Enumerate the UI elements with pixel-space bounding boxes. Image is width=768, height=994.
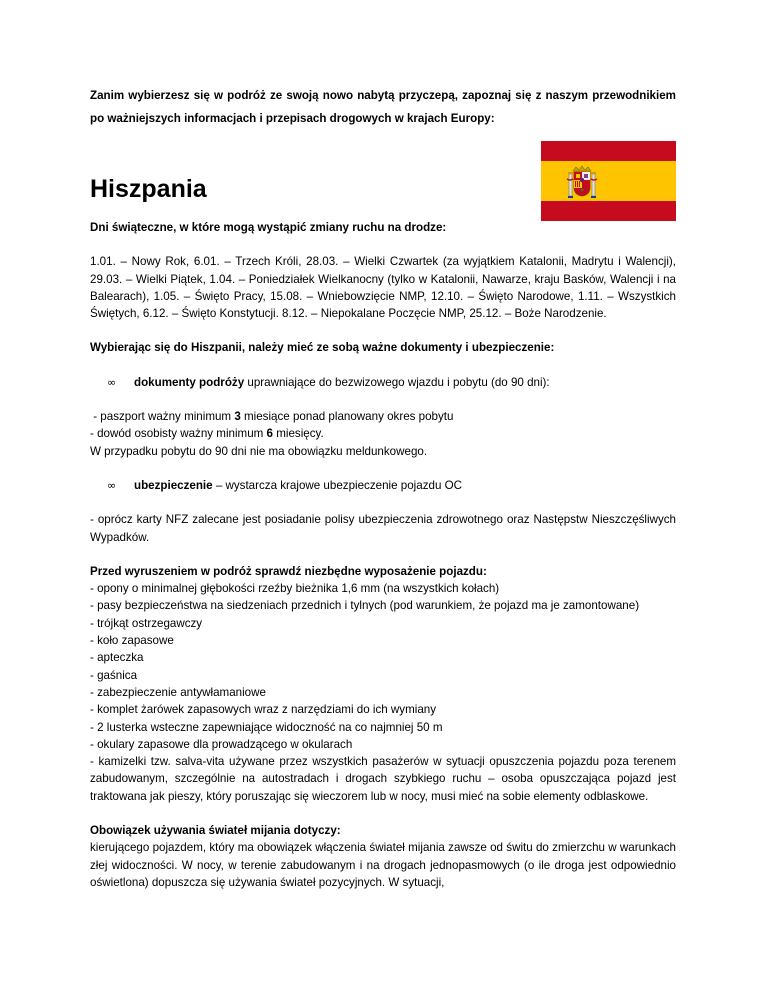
- travel-docs-bullet: [90, 374, 676, 391]
- equipment-item: - pasy bezpieczeństwa na siedzeniach przednich i tylnych (pod warunkiem, że pojazd ma je zamontowane): [90, 599, 640, 613]
- equipment-item: - koło zapasowe: [90, 634, 174, 648]
- id-card-line: [90, 425, 676, 442]
- equipment-item: - okulary zapasowe dla prowadzącego w okularach: [90, 737, 353, 751]
- holidays-heading: Dni świąteczne, w które mogą wystąpić zmiany ruchu na drodze:: [90, 221, 447, 234]
- equipment-item: - opony o minimalnej głębokości rzeźby bieżnika 1,6 mm (na wszystkich kołach): [90, 582, 500, 596]
- passport-pre: - paszport ważny minimum: [90, 410, 235, 424]
- lights-heading: Obowiązek używania świateł mijania dotyczy:: [90, 824, 341, 838]
- spain-flag: [541, 141, 676, 221]
- documents-heading: Wybierając się do Hiszpanii, należy mieć ze sobą ważne dokumenty i ubezpieczenie:: [90, 341, 555, 355]
- equipment-item: - 2 lusterka wsteczne zapewniające widoczność na co najmniej 50 m: [90, 720, 443, 734]
- passport-months: 3: [234, 410, 241, 424]
- document-body: [90, 219, 676, 891]
- travel-docs-rest: uprawniające do bezwizowego wjazdu i pobytu (do 90 dni):: [244, 375, 550, 389]
- equipment-item: - kamizelki tzw. salva-vita używane przez wszystkich pasażerów w sytuacji opuszczenia pojazdu poza terenem zabudowanym, szczególnie na autostradach i drogach szybkiego ruchu – osoba opuszczająca pojazd jest traktowana jak pieszy, który poruszając się wieczorem lub w nocy, musi mieć na sobie elementy odblaskowe.: [90, 755, 676, 803]
- equipment-item: - komplet żarówek zapasowych wraz z narzędziami do ich wymiany: [90, 703, 437, 717]
- lights-text: kierującego pojazdem, który ma obowiązek włączenia świateł mijania zawsze od świtu do zmierzchu w warunkach złej widoczności. W nocy, w terenie zabudowanym i na drogach jednopasmowych (o ile droga jest odpowiednio oświetlona) dopuszcza się używania świateł pozycyjnych. W sytuacji,: [90, 841, 676, 889]
- equipment-item: - gaśnica: [90, 668, 138, 682]
- holidays-text: 1.01. – Nowy Rok, 6.01. – Trzech Króli, 28.03. – Wielki Czwartek (za wyjątkiem Katalonii, Madrytu i Walencji), 29.03. – Wielki Piątek, 1.04. – Poniedziałek Wielkanocny (tylko w Katalonii, Nawarze, kraju Basków, Walencji i na Balearach), 1.05. – Święto Pracy, 15.08. – Wniebowzięcie NMP, 12.10. – Święto Narodowe, 1.11. – Wszystkich Świętych, 6.12. – Święto Konstytucji. 8.12. – Niepokalane Poczęcie NMP, 25.12. – Boże Narodzenie.: [90, 255, 676, 321]
- equipment-heading: Przed wyruszeniem w podróż sprawdź niezbędne wyposażenie pojazdu:: [90, 564, 487, 578]
- equipment-item: - zabezpieczenie antywłamaniowe: [90, 685, 266, 699]
- flag-red-band-top: [541, 141, 676, 161]
- nfz-text: - oprócz karty NFZ zalecane jest posiadanie polisy ubezpieczenia zdrowotnego oraz Następstw Nieszczęśliwych Wypadków.: [90, 513, 676, 544]
- travel-docs-bold: dokumenty podróży: [134, 375, 245, 389]
- intro-text: Zanim wybierzesz się w podróż ze swoją nowo nabytą przyczepą, zapoznaj się z naszym przewodnikiem po ważniejszych informacjach i przepisach drogowych w krajach Europy:: [90, 89, 676, 125]
- equipment-item: - apteczka: [90, 651, 144, 665]
- id-card-post: miesięcy.: [273, 427, 324, 441]
- id-card-pre: - dowód osobisty ważny minimum: [90, 427, 267, 441]
- insurance-rest: – wystarcza krajowe ubezpieczenie pojazdu OC: [212, 478, 462, 492]
- passport-line: [90, 408, 676, 425]
- travel-docs-text: [134, 374, 550, 391]
- registration-line: W przypadku pobytu do 90 dni nie ma obowiązku meldunkowego.: [90, 444, 428, 458]
- page-title: Hiszpania: [90, 175, 207, 203]
- infinity-bullet-icon: ∞: [107, 375, 117, 389]
- id-card-months: 6: [266, 427, 273, 441]
- infinity-bullet-icon: ∞: [107, 478, 117, 492]
- insurance-text: [134, 477, 462, 494]
- insurance-bold: ubezpieczenie: [134, 478, 213, 492]
- insurance-bullet: [90, 477, 676, 494]
- flag-red-band-bottom: [541, 201, 676, 221]
- equipment-item: - trójkąt ostrzegawczy: [90, 616, 203, 630]
- passport-post: miesiące ponad planowany okres pobytu: [240, 410, 454, 424]
